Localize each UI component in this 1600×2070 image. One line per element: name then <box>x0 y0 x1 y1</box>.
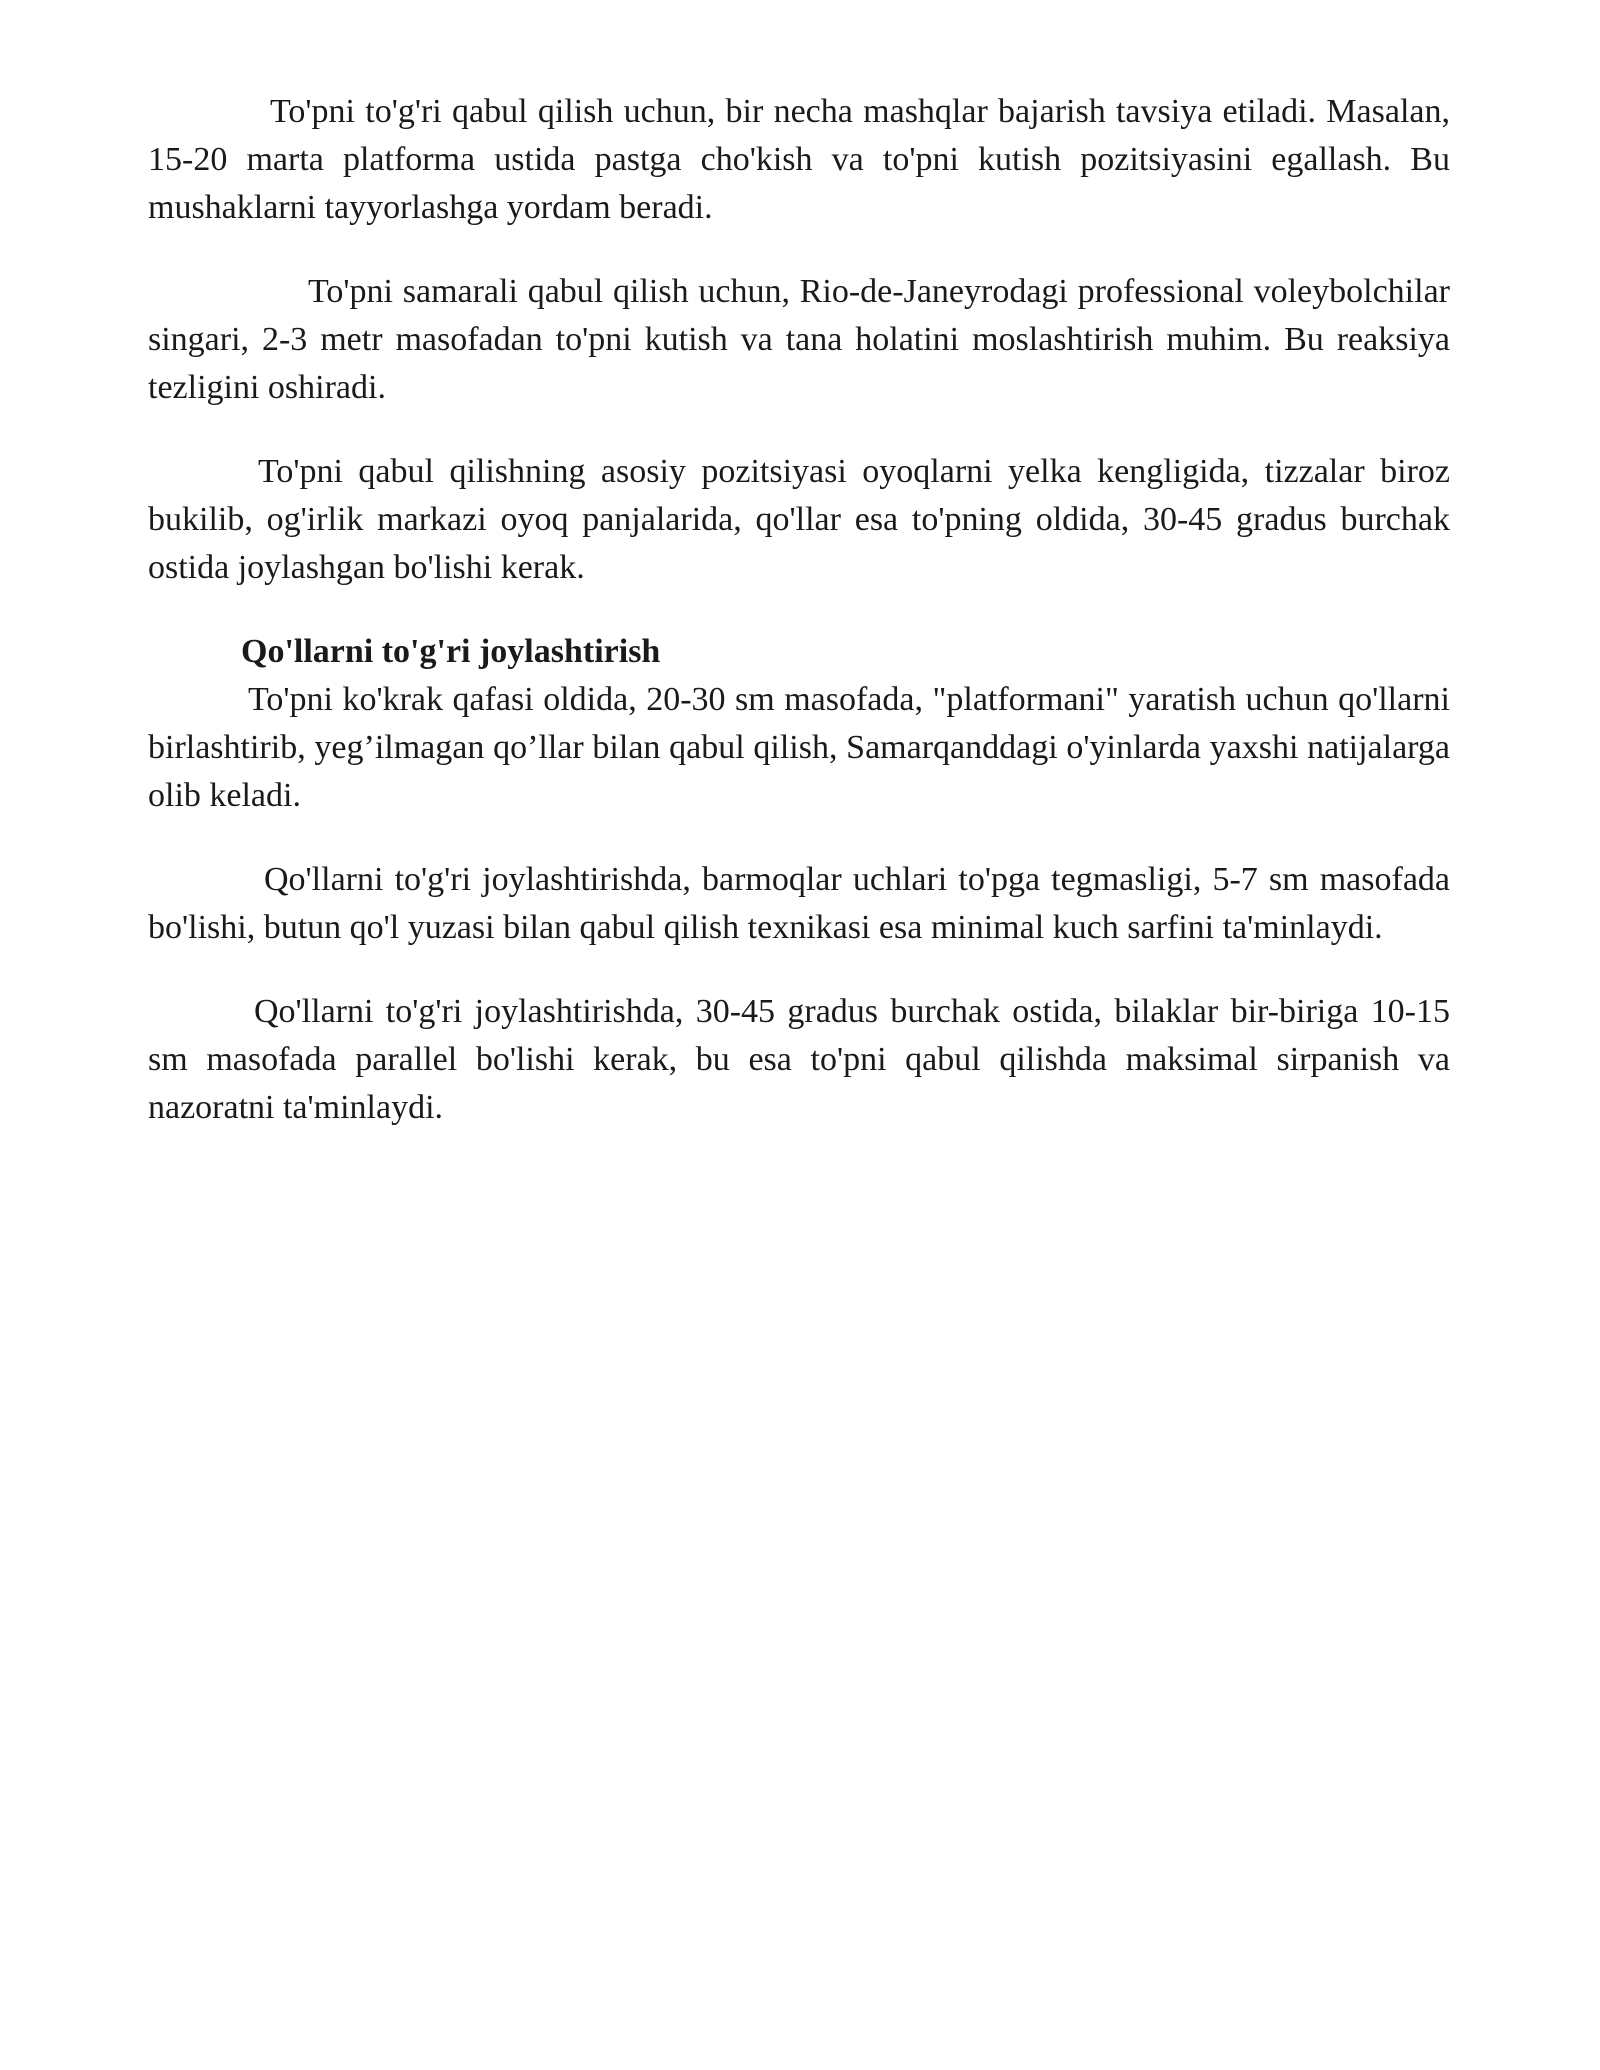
paragraph-basic-position: To'pni qabul qilishning asosiy pozitsiyasi oyoqlarni yelka kengligida, tizzalar biroz bukilib, og'irlik markazi oyoq panjalarida, qo'llar esa to'pning oldida, 30-45 gradus burchak ostida joylashgan bo'lishi kerak. <box>148 453 1450 586</box>
paragraph-reception-distance: To'pni samarali qabul qilish uchun, Rio-de-Janeyrodagi professional voleybolchilar singari, 2-3 metr masofadan to'pni kutish va tana holatini moslashtirish muhim. Bu reaksiya tezligini oshiradi. <box>148 273 1450 406</box>
paragraph-fingertips: Qo'llarni to'g'ri joylashtirishda, barmoqlar uchlari to'pga tegmasligi, 5-7 sm masofada bo'lishi, butun qo'l yuzasi bilan qabul qilish texnikasi esa minimal kuch sarfini ta'minlaydi. <box>148 861 1450 946</box>
document-body <box>148 88 1450 1168</box>
paragraph-exercises: To'pni to'g'ri qabul qilish uchun, bir necha mashqlar bajarish tavsiya etiladi. Masalan, 15-20 marta platforma ustida pastga cho'kish va to'pni kutish pozitsiyasini egallash. Bu mushaklarni tayyorlashga yordam beradi. <box>148 93 1450 226</box>
paragraph-platform: To'pni ko'krak qafasi oldida, 20-30 sm masofada, "platformani" yaratish uchun qo'llarni birlashtirib, yeg’ilmagan qo’llar bilan qabul qilish, Samarqanddagi o'yinlarda yaxshi natijalarga olib keladi. <box>148 681 1450 814</box>
section-heading: Qo'llarni to'g'ri joylashtirish <box>241 633 661 670</box>
paragraph-forearms: Qo'llarni to'g'ri joylashtirishda, 30-45 gradus burchak ostida, bilaklar bir-biriga 10-15 sm masofada parallel bo'lishi kerak, bu esa to'pni qabul qilishda maksimal sirpanish va nazoratni ta'minlaydi. <box>148 993 1450 1126</box>
